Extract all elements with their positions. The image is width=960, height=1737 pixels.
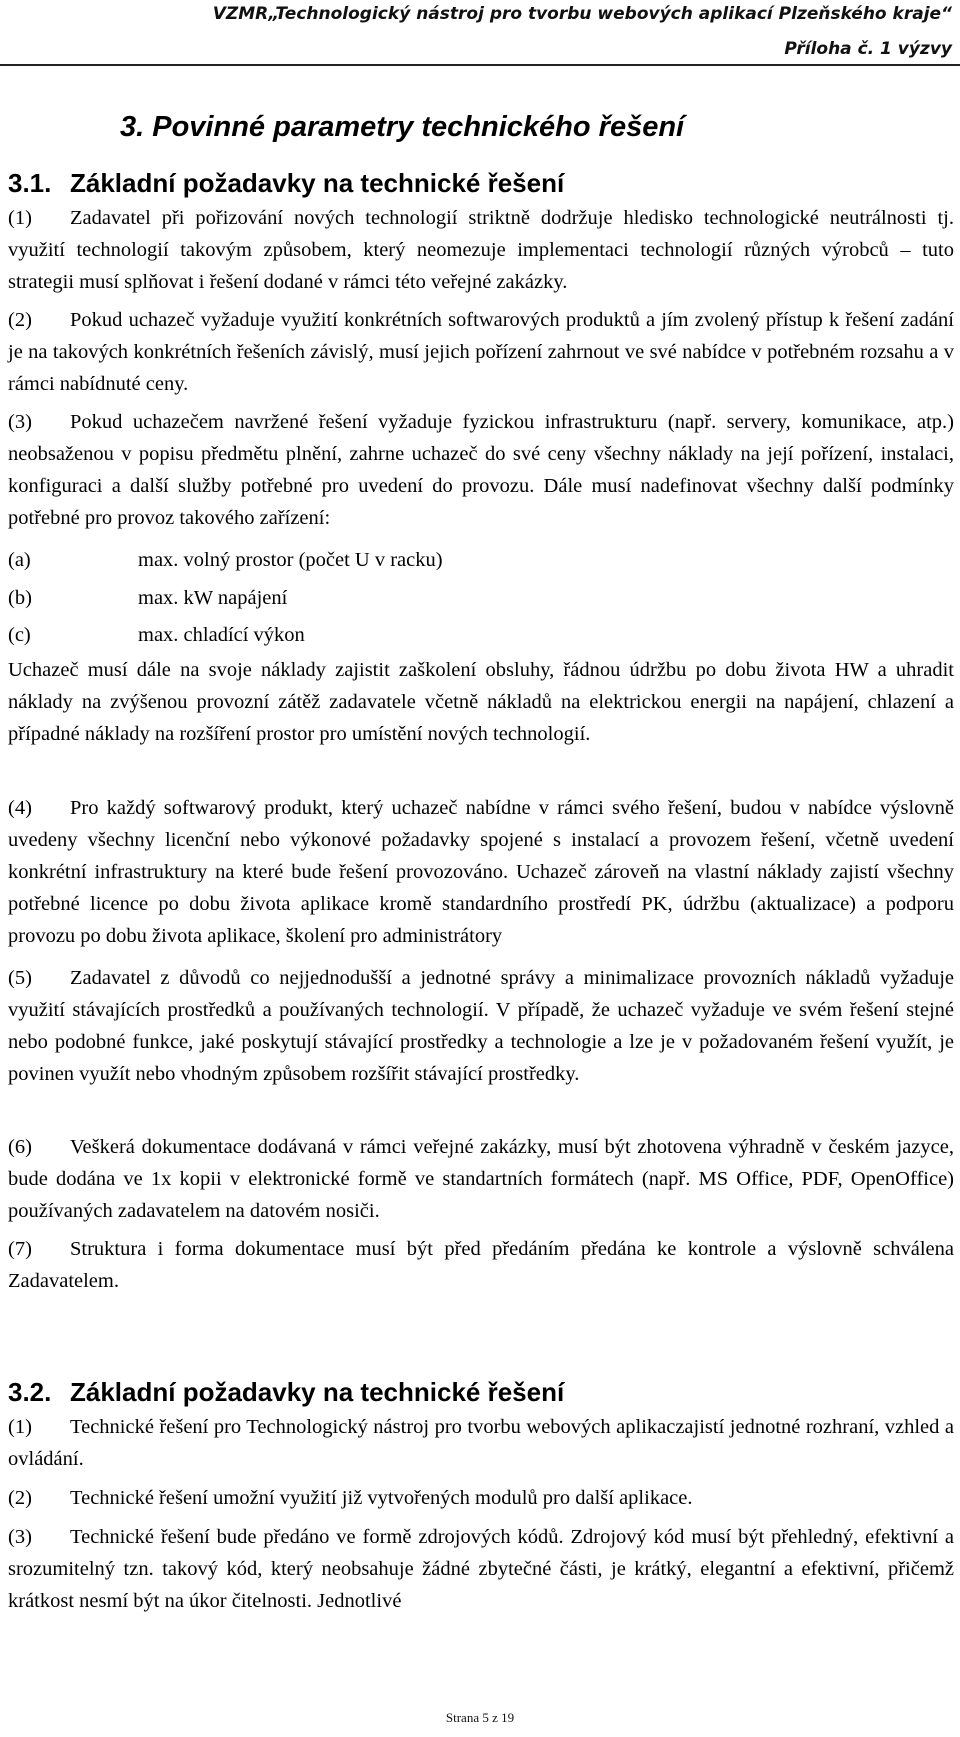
paragraph-number: (7) xyxy=(8,1238,32,1260)
section-number: 3.1. xyxy=(8,168,52,198)
paragraph-3-1-1 xyxy=(8,202,954,298)
paragraph-text: Technické řešení bude předáno ve formě zdrojových kódů. Zdrojový kód musí být přehledný, efektivní a srozumitelný tzn. takový kód, který neobsahuje žádné zbytečné části, je krátký, elegantní a efektivní, přičemž krátkost nesmí být na úkor čitelnosti. Jednotlivé xyxy=(8,1526,954,1612)
paragraph-number: (2) xyxy=(8,309,32,331)
header-title: VZMR„Technologický nástroj pro tvorbu webových aplikací Plzeňského kraje“ xyxy=(212,4,952,24)
section-heading-3-2 xyxy=(8,1377,564,1408)
paragraph-3-1-7 xyxy=(8,1233,954,1297)
paragraph-number: (6) xyxy=(8,1136,32,1158)
paragraph-number: (2) xyxy=(8,1487,32,1509)
list-letter: (c) xyxy=(8,624,31,646)
list-item-a xyxy=(8,544,443,576)
section-title: Základní požadavky na technické řešení xyxy=(70,168,565,198)
list-text: max. chladící výkon xyxy=(138,624,305,646)
paragraph-text: Technické řešení umožní využití již vytvořených modulů pro další aplikace. xyxy=(70,1487,693,1509)
paragraph-text: Pro každý softwarový produkt, který uchazeč nabídne v rámci svého řešení, budou v nabídce výslovně uvedeny všechny licenční nebo výkonové požadavky spojené s instalací a provozem řešení, včetně uvedení konkrétní infrastruktury na které bude řešení provozováno. Uchazeč zároveň na vlastní náklady zajistí všechny potřebné licence po dobu života aplikace kromě standardního prostředí PK, údržbu (aktualizace) a podporu provozu po dobu života aplikace, školení pro administrátory xyxy=(8,797,954,947)
paragraph-text: Zadavatel z důvodů co nejjednodušší a jednotné správy a minimalizace provozních nákladů vyžaduje využití stávajících prostředků a používaných technologií. V případě, že uchazeč vyžaduje ve svém řešení stejné nebo podobné funkce, jaké poskytují stávající prostředky a technologie a lze je v požadovaném řešení využít, je povinen využít nebo vhodným způsobem rozšířit stávající prostředky. xyxy=(8,967,954,1085)
list-text: max. volný prostor (počet U v racku) xyxy=(138,549,443,571)
paragraph-3-2-3 xyxy=(8,1521,954,1617)
list-item-b xyxy=(8,582,287,614)
paragraph-text: Technické řešení pro Technologický nástroj pro tvorbu webových aplikaczajistí jednotné rozhraní, vzhled a ovládání. xyxy=(8,1416,954,1470)
page-number: Strana 5 z 19 xyxy=(445,1710,515,1725)
paragraph-text: Zadavatel při pořizování nových technologií striktně dodržuje hledisko technologické neutrálnosti tj. využití technologií takovým způsobem, který neomezuje implementaci technologií různých výrobců – tuto strategii musí splňovat i řešení dodané v rámci této veřejné zakázky. xyxy=(8,207,954,293)
paragraph-3-2-2 xyxy=(8,1482,954,1514)
paragraph-text: Struktura i forma dokumentace musí být před předáním předána ke kontrole a výslovně schválena Zadavatelem. xyxy=(8,1238,954,1292)
section-heading-3-1 xyxy=(8,168,564,199)
paragraph-3-1-4 xyxy=(8,792,954,952)
chapter-title: 3. Povinné parametry technického řešení xyxy=(120,111,685,143)
list-item-c xyxy=(8,619,305,651)
paragraph-text: Pokud uchazeč vyžaduje využití konkrétních softwarových produktů a jím zvolený přístup k řešení zadání je na takových konkrétních řešeních závislý, musí jejich pořízení zahrnout ve své nabídce v potřebném rozsahu a v rámci nabídnuté ceny. xyxy=(8,309,954,395)
paragraph-text: Veškerá dokumentace dodávaná v rámci veřejné zakázky, musí být zhotovena výhradně v českém jazyce, bude dodána ve 1x kopii v elektronické formě ve standartních formátech (např. MS Office, PDF, OpenOffice) používaných zadavatelem na datovém nosiči. xyxy=(8,1136,954,1222)
paragraph-number: (5) xyxy=(8,967,32,989)
paragraph-number: (1) xyxy=(8,1416,32,1438)
section-number: 3.2. xyxy=(8,1377,52,1407)
list-letter: (a) xyxy=(8,549,31,571)
header-attachment-label: Příloha č. 1 výzvy xyxy=(784,39,952,59)
section-title: Základní požadavky na technické řešení xyxy=(70,1377,565,1407)
paragraph-after-list: Uchazeč musí dále na svoje náklady zajistit zaškolení obsluhy, řádnou údržbu po dobu života HW a uhradit náklady na zvýšenou provozní zátěž zadavatele včetně nákladů na elektrickou energii na napájení, chlazení a případné náklady na rozšíření prostor pro umístění nových technologií. xyxy=(8,659,954,745)
paragraph-number: (1) xyxy=(8,207,32,229)
paragraph-3-1-5 xyxy=(8,962,954,1090)
paragraph-number: (4) xyxy=(8,797,32,819)
paragraph-text: Pokud uchazečem navržené řešení vyžaduje fyzickou infrastrukturu (např. servery, komunikace, atp.) neobsaženou v popisu předmětu plnění, zahrne uchazeč do své ceny všechny náklady na její pořízení, instalaci, konfiguraci a další služby potřebné pro uvedení do provozu. Dále musí nadefinovat všechny další podmínky potřebné pro provoz takového zařízení: xyxy=(8,411,954,529)
paragraph-3-2-1 xyxy=(8,1411,954,1475)
paragraph-number: (3) xyxy=(8,411,32,433)
header-divider xyxy=(0,64,960,66)
paragraph-number: (3) xyxy=(8,1526,32,1548)
paragraph-3-1-6 xyxy=(8,1131,954,1227)
paragraph-3-1-2 xyxy=(8,304,954,400)
list-text: max. kW napájení xyxy=(138,587,288,609)
paragraph-3-1-3 xyxy=(8,406,954,534)
list-letter: (b) xyxy=(8,587,32,609)
